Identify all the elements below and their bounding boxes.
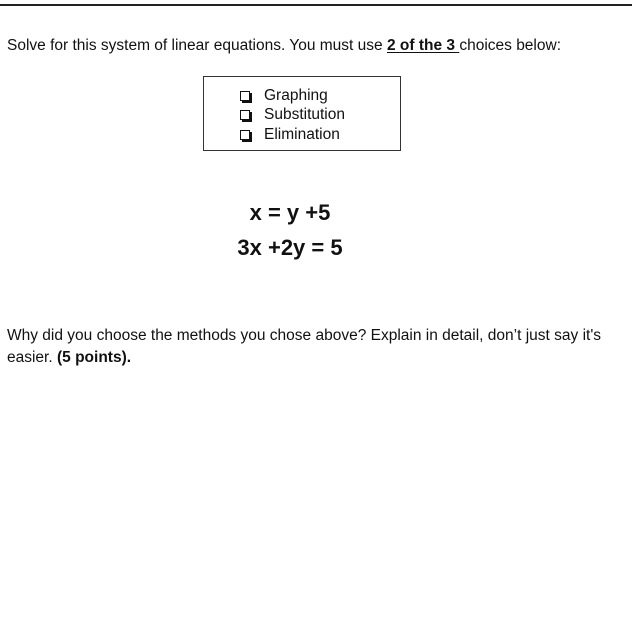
question-points: (5 points). xyxy=(56,349,132,366)
choice-label: Elimination xyxy=(264,125,340,143)
instruction-lead: Solve for this system of linear equations. You must use xyxy=(7,37,387,54)
choice-label: Graphing xyxy=(264,86,328,104)
choice-label: Substitution xyxy=(264,106,345,124)
instruction-text xyxy=(7,36,561,56)
question-text: Why did you choose the methods you chose above? Explain in detail, don’t just say it's easier. xyxy=(7,327,602,366)
explanation-question xyxy=(7,325,627,369)
equation-1: x = y +5 xyxy=(249,200,331,225)
choice-graphing[interactable] xyxy=(240,86,400,106)
method-choices-box xyxy=(203,76,401,151)
top-divider xyxy=(0,4,632,6)
checkbox-icon[interactable] xyxy=(240,130,250,140)
instruction-emphasis: 2 of the 3 xyxy=(386,37,460,54)
checkbox-icon[interactable] xyxy=(240,110,250,120)
checkbox-icon[interactable] xyxy=(240,91,250,101)
choice-substitution[interactable] xyxy=(240,106,400,126)
instruction-tail: choices below: xyxy=(459,37,561,54)
choice-elimination[interactable] xyxy=(240,125,400,145)
equation-2: 3x +2y = 5 xyxy=(237,235,343,260)
